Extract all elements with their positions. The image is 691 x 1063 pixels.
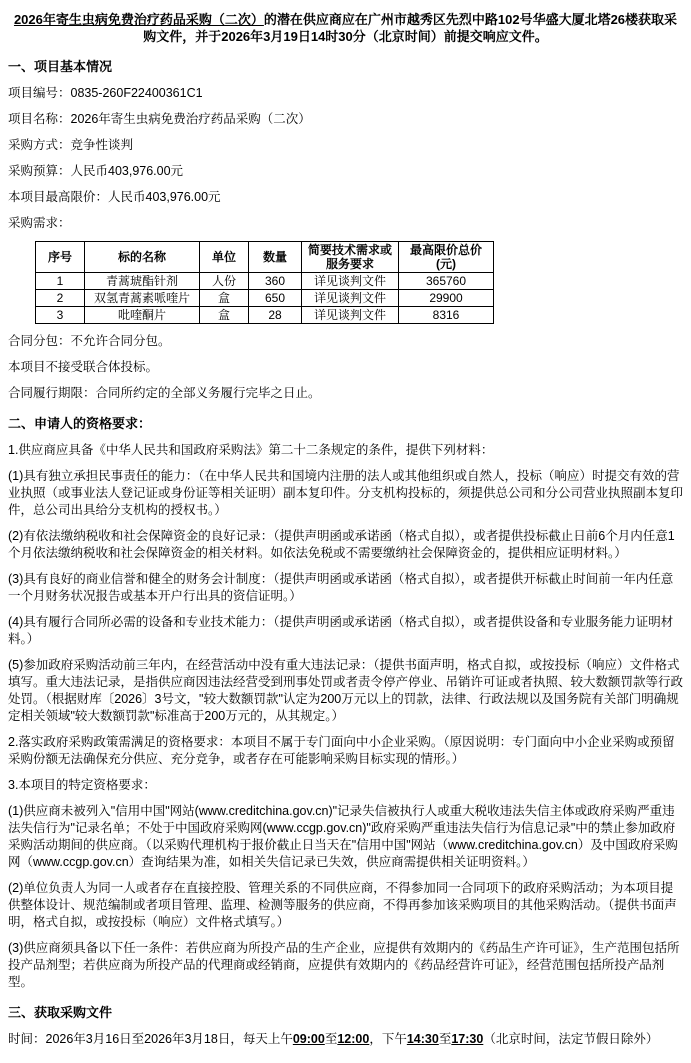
- intro-paragraph: [8, 11, 683, 45]
- table-row: [36, 273, 494, 290]
- cell-qty: 650: [249, 290, 302, 307]
- section2-heading: 二、申请人的资格要求：: [8, 416, 152, 431]
- table-row: [36, 307, 494, 324]
- col-header-maxprice: 最高限价总价(元): [399, 242, 494, 273]
- cell-unit: 人份: [200, 273, 249, 290]
- cell-name: 双氢青蒿素哌喹片: [85, 290, 200, 307]
- col-header-index: 序号: [36, 242, 85, 273]
- time-start-am: 09:00: [292, 1032, 325, 1046]
- table-header-row: [36, 242, 494, 273]
- budget-line: 采购预算：人民币403,976.00元: [8, 164, 184, 178]
- time-sep: 至: [324, 1032, 338, 1046]
- cell-name: 吡喹酮片: [85, 307, 200, 324]
- cell-maxprice: 29900: [399, 290, 494, 307]
- qualification-paragraph: (1)供应商未被列入"信用中国"网站(www.creditchina.gov.cn)"记录失信被执行人或重大税收违法失信主体或政府采购严重违法失信行为"记录名单；不处于中国政府采购网(www.ccgp.gov.cn)"政府采购严重违法失信行为信息记录"中的禁止参加政府采购活动期间的供应商。（以采购代理机构于报价截止日当天在"信用中国"网站（www.creditchina.gov.cn）及中国政府采购网（www.ccgp.gov.cn）查询结果为准，如相关失信记录已失效，供应商需提供相关证明资料。）: [8, 804, 678, 869]
- qualification-paragraph: 1.供应商应具备《中华人民共和国政府采购法》第二十二条规定的条件，提供下列材料：: [8, 443, 494, 457]
- cell-unit: 盒: [200, 307, 249, 324]
- qualification-paragraph: (4)具有履行合同所必需的设备和专业技术能力：（提供声明函或承诺函（格式自拟），或者提供设备和专业服务能力证明材料。）: [8, 615, 674, 646]
- max-price-line: 本项目最高限价：人民币403,976.00元: [8, 190, 221, 204]
- qualification-paragraph: 3.本项目的特定资格要求：: [8, 778, 156, 792]
- qualification-paragraph: 2.落实政府采购政策需满足的资格要求：本项目不属于专门面向中小企业采购。（原因说明：专门面向中小企业采购或预留采购份额无法确保充分供应、充分竞争，或者存在可能影响采购目标实现的情形。）: [8, 735, 675, 766]
- cell-index: 1: [36, 273, 85, 290]
- cell-index: 3: [36, 307, 85, 324]
- project-name-line: 项目名称：2026年寄生虫病免费治疗药品采购（二次）: [8, 112, 311, 126]
- cell-tech: 详见谈判文件: [302, 273, 399, 290]
- cell-unit: 盒: [200, 290, 249, 307]
- time-sep: 至: [438, 1032, 452, 1046]
- procurement-items-table: [35, 241, 494, 324]
- intro-text: 的潜在供应商应在广州市越秀区先烈中路102号华盛大厦北塔26楼获取采购文件，并于2026年3月19日14时30分（北京时间）前提交响应文件。: [143, 12, 678, 44]
- table-row: [36, 290, 494, 307]
- project-title-underlined: 2026年寄生虫病免费治疗药品采购（二次）: [13, 12, 264, 27]
- time-prefix: 时间：2026年3月16日至2026年3月18日，每天上午: [8, 1032, 293, 1046]
- qualification-paragraph: (3)供应商须具备以下任一条件：若供应商为所投产品的生产企业，应提供有效期内的《药品生产许可证》，生产范围包括所投产品剂型；若供应商为所投产品的代理商或经销商，应提供有效期内的《药品经营许可证》，经营范围包括所投产品剂型。: [8, 941, 680, 989]
- time-end-am: 12:00: [337, 1032, 370, 1046]
- qualification-paragraph: (3)具有良好的商业信誉和健全的财务会计制度：（提供声明函或承诺函（格式自拟），或者提供开标截止时间前一年内任意一个月财务状况报告或基本开户行出具的资信证明。）: [8, 572, 674, 603]
- cell-tech: 详见谈判文件: [302, 290, 399, 307]
- cell-qty: 28: [249, 307, 302, 324]
- col-header-tech: 简要技术需求或服务要求: [302, 242, 399, 273]
- document-acquisition-time-line: [8, 1031, 683, 1048]
- col-header-unit: 单位: [200, 242, 249, 273]
- subcontract-line: 合同分包：不允许合同分包。: [8, 334, 171, 348]
- time-mid: ，下午: [369, 1032, 407, 1046]
- requirements-label-line: 采购需求：: [8, 216, 71, 230]
- cell-tech: 详见谈判文件: [302, 307, 399, 324]
- section1-heading: 一、项目基本情况: [8, 59, 113, 74]
- cell-qty: 360: [249, 273, 302, 290]
- time-end-pm: 17:30: [451, 1032, 484, 1046]
- qualification-paragraph: (2)有依法缴纳税收和社会保障资金的良好记录：（提供声明函或承诺函（格式自拟），或者提供投标截止日前6个月内任意1个月依法缴纳税收和社会保障资金的相关材料。如依法免税或不需要缴纳社会保障资金的，提供相应证明材料。）: [8, 529, 675, 560]
- col-header-name: 标的名称: [85, 242, 200, 273]
- contract-period-line: 合同履行期限：合同所约定的全部义务履行完毕之日止。: [8, 386, 321, 400]
- section3-heading: 三、获取采购文件: [8, 1005, 113, 1020]
- procurement-method-line: 采购方式：竞争性谈判: [8, 138, 134, 152]
- time-suffix: （北京时间，法定节假日除外）: [483, 1032, 659, 1046]
- cell-maxprice: 365760: [399, 273, 494, 290]
- project-number-line: 项目编号：0835-260F22400361C1: [8, 86, 203, 100]
- col-header-qty: 数量: [249, 242, 302, 273]
- time-start-pm: 14:30: [406, 1032, 439, 1046]
- cell-maxprice: 8316: [399, 307, 494, 324]
- consortium-line: 本项目不接受联合体投标。: [8, 360, 159, 374]
- qualification-paragraph: (1)具有独立承担民事责任的能力：（在中华人民共和国境内注册的法人或其他组织或自然人，投标（响应）时提交有效的营业执照（或事业法人登记证或身份证等相关证明）副本复印件。分支机构投标的，须提供总公司和分公司营业执照副本复印件，总公司出具给分支机构的授权书。）: [8, 469, 684, 517]
- qualification-paragraph: (5)参加政府采购活动前三年内，在经营活动中没有重大违法记录：（提供书面声明，格式自拟，或按投标（响应）文件格式填写。重大违法记录，是指供应商因违法经营受到刑事处罚或者责令停产停业、吊销许可证或者执照、较大数额罚款等行政处罚。（根据财库〔2026〕3号文，"较大数额罚款"认定为200万元以上的罚款，法律、行政法规以及国务院有关部门明确规定相关领域"较大数额罚款"标准高于200万元的，从其规定。）: [8, 658, 684, 723]
- cell-index: 2: [36, 290, 85, 307]
- qualification-paragraph: (2)单位负责人为同一人或者存在直接控股、管理关系的不同供应商，不得参加同一合同项下的政府采购活动；为本项目提供整体设计、规范编制或者项目管理、监理、检测等服务的供应商，不得再参加该采购项目的其他采购活动。（提供书面声明，格式自拟，或按投标（响应）文件格式填写。）: [8, 881, 677, 929]
- cell-name: 青蒿琥酯针剂: [85, 273, 200, 290]
